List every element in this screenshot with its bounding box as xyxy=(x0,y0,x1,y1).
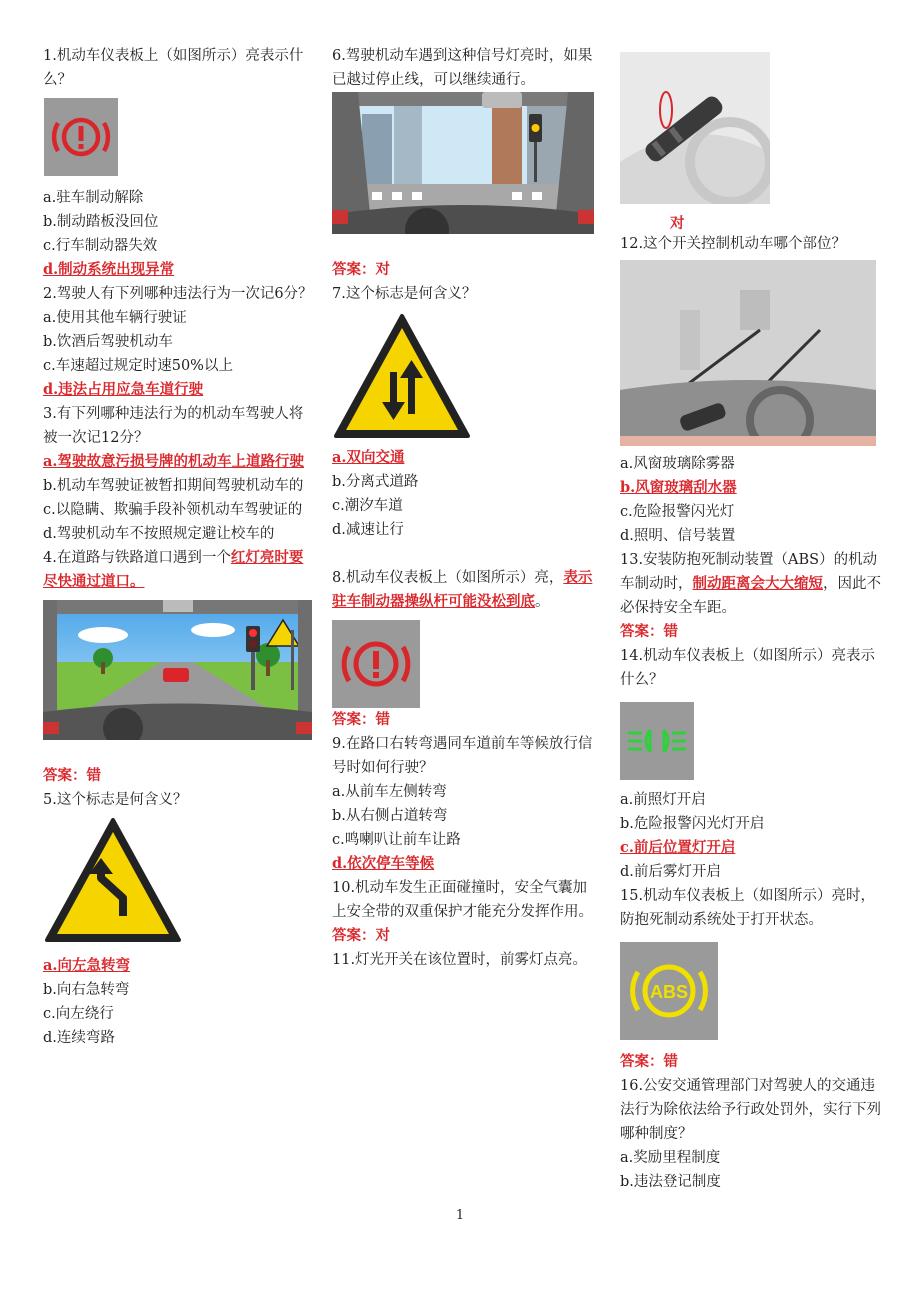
position-lamp-indicator-image xyxy=(620,702,882,780)
q13-answer: 答案：错 xyxy=(620,623,678,640)
q4-red-statement: 红灯亮时要尽快通过道口。 xyxy=(43,549,304,590)
q12-option-d: d.照明、信号装置 xyxy=(620,528,736,544)
q1-option-b: b.制动踏板没回位 xyxy=(43,214,159,230)
railway-crossing-scene-image xyxy=(43,600,313,740)
parking-brake-indicator-image xyxy=(44,98,313,176)
question-3: 3.有下列哪种违法行为的机动车驾驶人将被一次记12分？ xyxy=(43,406,304,446)
q14-option-a: a.前照灯开启 xyxy=(620,792,706,808)
question-10: 10.机动车发生正面碰撞时，安全气囊加上安全带的双重保护才能充分发挥作用。 xyxy=(332,880,593,920)
question-7: 7.这个标志是何含义？ xyxy=(332,286,477,302)
q7-option-a-correct: a.双向交通 xyxy=(332,449,405,466)
q2-option-d-correct: d.违法占用应急车道行驶 xyxy=(43,381,204,398)
q8-answer: 答案：错 xyxy=(332,711,390,728)
light-switch-stalk-image xyxy=(620,52,770,204)
question-1: 1.机动车仪表板上（如图所示）亮表示什么？ xyxy=(43,48,304,88)
q9-option-c: c.鸣喇叭让前车让路 xyxy=(332,832,461,848)
q3-option-c: c.以隐瞒、欺骗手段补领机动车驾驶证的 xyxy=(43,502,303,518)
q14-option-d: d.前后雾灯开启 xyxy=(620,864,721,880)
q2-option-a: a.使用其他车辆行驶证 xyxy=(43,310,187,326)
q16-option-a: a.奖励里程制度 xyxy=(620,1150,721,1166)
q9-option-b: b.从右侧占道转弯 xyxy=(332,808,448,824)
windshield-wiper-image xyxy=(620,260,882,446)
question-13: 13.安装防抱死制动装置（ABS）的机动车制动时，制动距离会大大缩短，因此不必保持安全车距。 xyxy=(620,552,881,616)
q11-answer-partial: 对 xyxy=(670,215,685,232)
q15-answer: 答案：错 xyxy=(620,1053,678,1070)
q4-answer: 答案：错 xyxy=(43,767,101,784)
q3-option-b: b.机动车驾驶证被暂扣期间驾驶机动车的 xyxy=(43,478,304,494)
q1-option-a: a.驻车制动解除 xyxy=(43,190,144,206)
q5-option-b: b.向右急转弯 xyxy=(43,982,130,998)
q7-option-d: d.减速让行 xyxy=(332,522,404,538)
yellow-light-intersection-image xyxy=(332,92,594,234)
q16-option-b: b.违法登记制度 xyxy=(620,1174,721,1190)
q9-option-a: a.从前车左侧转弯 xyxy=(332,784,447,800)
q6-answer: 答案：对 xyxy=(332,261,390,278)
q14-option-c-correct: c.前后位置灯开启 xyxy=(620,839,736,856)
q13-red-statement: 制动距离会大大缩短 xyxy=(692,575,823,592)
q12-option-b-correct: b.风窗玻璃刮水器 xyxy=(620,479,737,496)
column-1 xyxy=(43,44,313,1050)
parking-brake-indicator-image-2 xyxy=(332,620,594,708)
q5-option-d: d.连续弯路 xyxy=(43,1030,115,1046)
q2-option-b: b.饮酒后驾驶机动车 xyxy=(43,334,173,350)
two-way-traffic-sign-image xyxy=(332,312,594,440)
q1-option-d-correct: d.制动系统出现异常 xyxy=(43,261,175,278)
q7-option-b: b.分离式道路 xyxy=(332,474,419,490)
q8-red-statement: 表示驻车制动器操纵杆可能没松到底 xyxy=(332,569,593,610)
q5-option-c: c.向左绕行 xyxy=(43,1006,114,1022)
question-6: 6.驾驶机动车遇到这种信号灯亮时，如果已越过停止线，可以继续通行。 xyxy=(332,48,593,88)
question-12: 12.这个开关控制机动车哪个部位？ xyxy=(620,236,847,252)
q3-option-a-correct: a.驾驶故意污损号牌的机动车上道路行驶 xyxy=(43,453,304,470)
question-8: 8.机动车仪表板上（如图所示）亮，表示驻车制动器操纵杆可能没松到底。 xyxy=(332,569,593,610)
q5-option-a-correct: a.向左急转弯 xyxy=(43,957,130,974)
question-11: 11.灯光开关在该位置时，前雾灯点亮。 xyxy=(332,952,588,968)
q11-image-block xyxy=(620,44,882,232)
column-2 xyxy=(332,44,594,972)
question-15: 15.机动车仪表板上（如图所示）亮时，防抱死制动系统处于打开状态。 xyxy=(620,888,876,928)
q14-option-b: b.危险报警闪光灯开启 xyxy=(620,816,765,832)
abs-indicator-image xyxy=(620,942,882,1040)
q2-option-c: c.车速超过规定时速50%以上 xyxy=(43,358,233,374)
question-5: 5.这个标志是何含义？ xyxy=(43,792,188,808)
sharp-left-turn-sign-image xyxy=(43,816,313,944)
q1-option-c: c.行车制动器失效 xyxy=(43,238,158,254)
q9-option-d-correct: d.依次停车等候 xyxy=(332,855,435,872)
question-2: 2.驾驶人有下列哪种违法行为一次记6分？ xyxy=(43,286,313,302)
q7-option-c: c.潮汐车道 xyxy=(332,498,403,514)
question-9: 9.在路口右转弯遇同车道前车等候放行信号时如何行驶？ xyxy=(332,736,593,776)
column-3 xyxy=(620,44,882,1194)
q3-option-d: d.驾驶机动车不按照规定避让校车的 xyxy=(43,526,275,542)
abs-icon-label: ABS xyxy=(649,982,689,1002)
q12-option-a: a.风窗玻璃除雾器 xyxy=(620,456,735,472)
question-4: 4.在道路与铁路道口遇到一个红灯亮时要尽快通过道口。 xyxy=(43,549,304,590)
q10-answer: 答案：对 xyxy=(332,927,390,944)
page-number: 1 xyxy=(455,1208,465,1223)
question-16: 16.公安交通管理部门对驾驶人的交通违法行为除依法给予行政处罚外，实行下列哪种制度？ xyxy=(620,1078,881,1142)
question-14: 14.机动车仪表板上（如图所示）亮表示什么？ xyxy=(620,648,876,688)
q12-option-c: c.危险报警闪光灯 xyxy=(620,504,735,520)
